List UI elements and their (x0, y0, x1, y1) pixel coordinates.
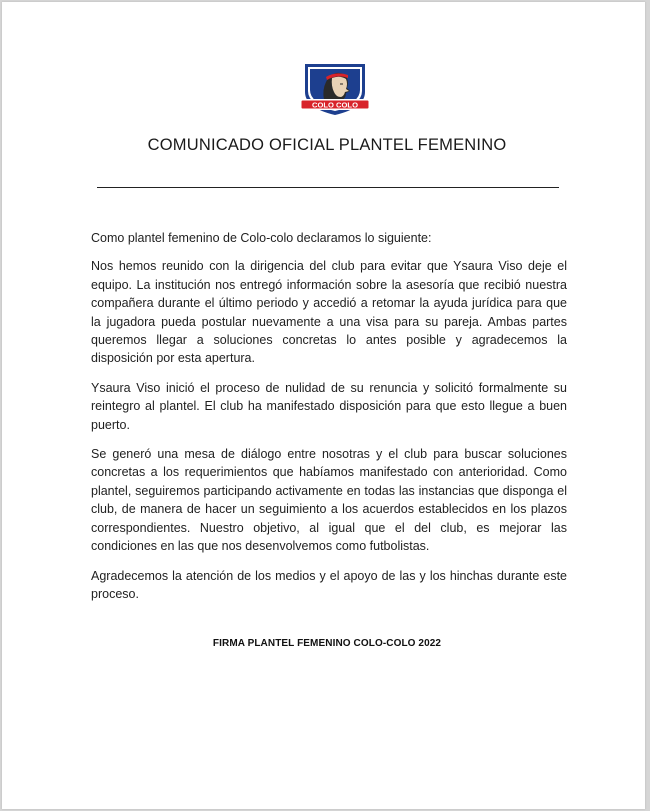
intro-paragraph: Como plantel femenino de Colo-colo declaramos lo siguiente: (91, 231, 432, 245)
paragraph-agradecimiento: Agradecemos la atención de los medios y el apoyo de las y los hinchas durante este proceso. (91, 568, 567, 601)
signature-line: FIRMA PLANTEL FEMENINO COLO-COLO 2022 (212, 638, 442, 649)
title-divider (97, 187, 559, 188)
paragraph-renuncia: Ysaura Viso inició el proceso de nulidad de su renuncia y solicitó formalmente su reintegro al plantel. El club ha manifestado disposición para que esto llegue a buen puerto. (91, 380, 567, 432)
paragraph-meeting: Nos hemos reunido con la dirigencia del club para evitar que Ysaura Viso deje el equipo. La institución nos entregó información sobre la asesoría que recibió nuestra compañera durante el último periodo y accedió a retomar la ayuda jurídica para que la jugadora pueda postular nuevamente a una visa para su pareja. Ambas partes queremos llegar a soluciones concretas lo antes posible y agradecemos la disposición por esta apertura. (91, 259, 567, 366)
paragraph-dialogo: Se generó una mesa de diálogo entre nosotras y el club para buscar soluciones concretas a los requerimientos que habíamos manifestado con anterioridad. Como plantel, seguiremos participando activamente en todas las instancias que disponga el club, de manera de hacer un seguimiento a los acuerdos establecidos en los plazos correspondientes. Nuestro objetivo, al igual que el del club, es mejorar las condiciones en las que nos desenvolvemos como futbolistas. (91, 447, 567, 554)
colo-colo-crest-logo (298, 60, 372, 116)
crest-banner-text: COLO COLO (312, 100, 358, 110)
document-page (2, 2, 645, 809)
statement-body (91, 229, 567, 614)
document-title: COMUNICADO OFICIAL PLANTEL FEMENINO (147, 136, 507, 154)
